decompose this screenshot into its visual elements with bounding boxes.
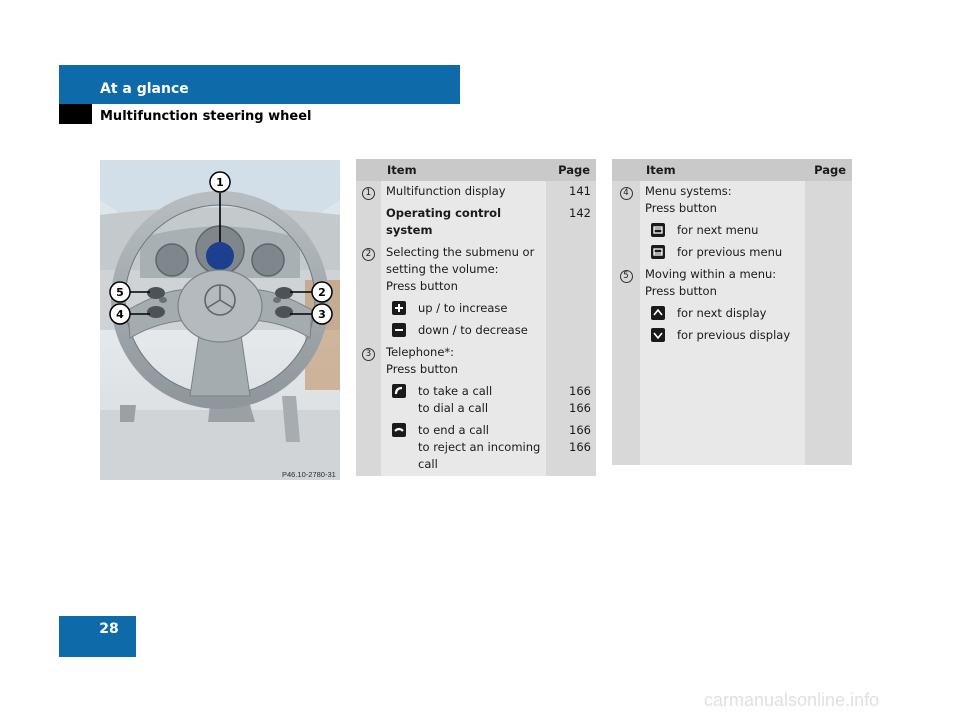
callout-1-label: 1 — [216, 176, 224, 189]
item-description: for previous menu — [677, 245, 783, 259]
item-number: 4 — [620, 187, 633, 200]
steering-wheel-drawing — [100, 160, 340, 480]
item-description: for next display — [677, 306, 767, 320]
items-table-right — [612, 159, 852, 465]
minus-icon — [392, 323, 406, 337]
item-description: Operating control system — [381, 203, 546, 242]
item-page: 166 166 — [546, 381, 596, 420]
item-description: to take a call to dial a call — [418, 384, 493, 415]
header-spacer — [612, 159, 640, 181]
item-number: 2 — [362, 248, 375, 261]
item-number: 1 — [362, 187, 375, 200]
item-description: Telephone*: Press button — [381, 342, 546, 381]
steering-wheel-illustration — [100, 160, 340, 480]
item-description: Moving within a menu: Press button — [640, 264, 805, 303]
previous-menu-icon — [651, 245, 665, 259]
item-page: 142 — [546, 203, 596, 242]
header-tab — [59, 104, 92, 124]
col-item-header: Item — [381, 159, 546, 181]
item-description: up / to increase — [418, 301, 508, 315]
table-row — [356, 381, 596, 420]
callout-2-label: 2 — [318, 286, 326, 299]
arrow-down-icon — [651, 328, 665, 342]
plus-icon — [392, 301, 406, 315]
item-page: 141 — [546, 181, 596, 203]
phone-pickup-icon — [392, 384, 406, 398]
arrow-up-icon — [651, 306, 665, 320]
callout-5-label: 5 — [116, 286, 124, 299]
watermark: carmanualsonline.info — [704, 690, 880, 710]
section-title: At a glance — [100, 81, 189, 97]
table-row — [356, 298, 596, 320]
table-row — [612, 303, 852, 325]
col-page-header: Page — [805, 159, 852, 181]
col-item-header: Item — [640, 159, 805, 181]
table-row — [356, 342, 596, 381]
table-row — [356, 203, 596, 242]
table-row — [356, 420, 596, 476]
callout-4-label: 4 — [116, 308, 124, 321]
table-row — [612, 220, 852, 242]
multifunction-display — [206, 242, 234, 270]
table-row — [356, 242, 596, 298]
item-number: 3 — [362, 348, 375, 361]
phone-hangup-icon — [392, 423, 406, 437]
figure-code: P46.10-2780-31 — [282, 470, 336, 479]
item-description: Multifunction display — [381, 181, 546, 203]
item-number: 5 — [620, 270, 633, 283]
table-row — [612, 325, 852, 465]
table-row — [612, 242, 852, 264]
subsection-title: Multifunction steering wheel — [100, 109, 312, 124]
item-description: Menu systems: Press button — [640, 181, 805, 220]
item-description: for previous display — [677, 328, 791, 342]
page-number: 28 — [99, 621, 119, 637]
item-page: 166 166 — [546, 420, 596, 476]
items-table-left — [356, 159, 596, 476]
item-description: to end a call to reject an incoming call — [418, 423, 541, 471]
header-spacer — [356, 159, 381, 181]
item-description: down / to decrease — [418, 323, 528, 337]
item-description: Selecting the submenu or setting the volume: Press button — [381, 242, 546, 298]
table-row — [356, 181, 596, 203]
item-description: for next menu — [677, 223, 759, 237]
table-row — [612, 264, 852, 303]
table-row — [612, 181, 852, 220]
col-page-header: Page — [546, 159, 596, 181]
next-menu-icon — [651, 223, 665, 237]
table-row — [356, 320, 596, 342]
callout-3-label: 3 — [318, 308, 326, 321]
